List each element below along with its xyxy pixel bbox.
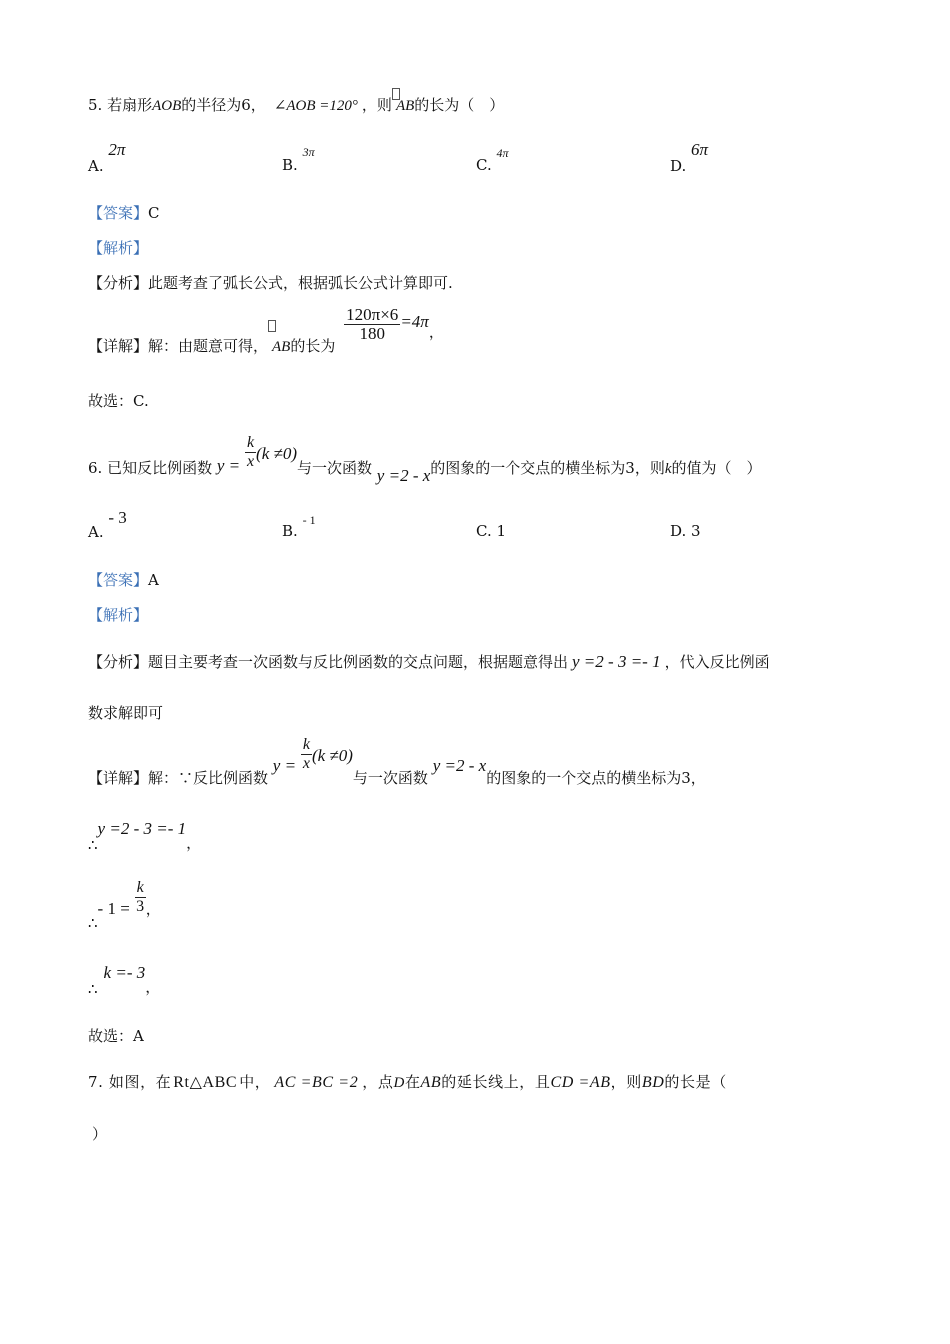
q6-step3-eq: k =- 3 (103, 963, 146, 982)
therefore-icon: ∴ (88, 836, 98, 854)
q5-analysis-tag: 【解析】 (88, 239, 149, 257)
q6-step3-end: ， (145, 978, 161, 996)
q6-analysis-tag: 【解析】 (88, 606, 149, 624)
q5-option-d[interactable] (670, 140, 709, 175)
q6-detail (88, 736, 706, 787)
q6-fn-y: y = (216, 455, 241, 475)
q6-detail-fn-den: x (302, 755, 310, 772)
option-value: 2π (108, 140, 126, 159)
q7-bd: BD (641, 1074, 665, 1091)
q7-rt-triangle: Rt△ABC (173, 1074, 238, 1091)
q6-step2-end: ， (145, 899, 161, 918)
option-label: D. (670, 522, 687, 540)
q7-ab: AB (420, 1074, 442, 1091)
q6-fn-cond: (k ≠0) (256, 443, 297, 463)
q6-option-c[interactable] (476, 522, 506, 540)
q7-eq1: AC =BC =2 (274, 1074, 359, 1091)
q7-stem-b: ，点 (362, 1073, 394, 1091)
q7-stem-a: 中， (239, 1073, 271, 1091)
q5-choose: 故选：C. (88, 392, 149, 410)
q5-detail-mid: 的长为 (290, 336, 336, 355)
q5-stem (88, 94, 504, 115)
q6-detail-pre: 【详解】解：∵反比例函数 (88, 768, 269, 787)
q5-fraction (344, 306, 400, 343)
q5-stem-mid: 的半径为6， (181, 96, 266, 114)
answer-tag: 【答案】 (88, 204, 149, 222)
q6-fenxi-post: ，代入反比例函 (664, 653, 770, 671)
q6-detail-fn-num: k (302, 736, 310, 753)
q5-aob: AOB (152, 98, 182, 114)
q6-answer (88, 569, 159, 590)
q5-detail-result: =4π (400, 311, 429, 331)
option-label: A. (88, 523, 104, 541)
q6-option-b[interactable] (282, 510, 316, 540)
q6-detail-linear: y =2 - x (432, 755, 487, 775)
q5-stem-then: ，则 (361, 96, 392, 114)
q6-fn-den: x (246, 453, 255, 470)
q6-step2 (88, 879, 161, 932)
q6-step2-left: - 1 = (97, 898, 130, 918)
q6-k: k (664, 460, 672, 477)
q5-detail-pre: 【详解】解：由题意可得， (88, 336, 269, 355)
q5-arc: AB (395, 98, 415, 114)
q7-stem-f: 的长是（ (664, 1073, 727, 1091)
q6-detail-fn-fraction (301, 736, 312, 773)
option-value: - 1 (302, 513, 316, 527)
q5-fenxi: 【分析】此题考查了弧长公式，根据弧长公式计算即可. (88, 274, 453, 292)
q6-stem-pre: 6. 已知反比例函数 (88, 458, 213, 477)
q5-option-b[interactable] (282, 142, 315, 174)
q6-stem-end: 的值为（ ） (671, 458, 762, 477)
q6-stem-post: 的图象的一个交点的横坐标为3，则 (430, 458, 665, 477)
q5-angle: ∠AOB =120° (273, 98, 358, 114)
q7-stem-pre: 7. 如图，在 (88, 1073, 172, 1091)
q5-stem-pre: 5. 若扇形 (88, 96, 153, 114)
q5-frac-den: 180 (359, 324, 385, 343)
q7-eq2: CD =AB (550, 1074, 611, 1091)
q7-stem-d: 的延长线上，且 (441, 1073, 551, 1091)
answer-tag: 【答案】 (88, 571, 149, 589)
q5-option-c[interactable] (476, 143, 509, 174)
q6-step2-den: 3 (136, 898, 145, 915)
option-value: 6π (691, 140, 709, 159)
option-label: C. (476, 522, 492, 540)
q6-stem (88, 434, 762, 485)
q6-step2-num: k (136, 879, 144, 896)
q6-fenxi-pre: 【分析】题目主要考查一次函数与反比例函数的交点问题，根据题意得出 (88, 653, 569, 671)
q5-detail-comma: ， (428, 322, 444, 341)
q6-linear: y =2 - x (376, 465, 431, 485)
q6-step1-eq: y =2 - 3 =- 1 (97, 819, 187, 838)
q6-fn-fraction (245, 434, 256, 471)
q6-detail-mid: 与一次函数 (352, 768, 428, 787)
q6-step1 (88, 818, 202, 854)
option-value: 1 (496, 522, 507, 540)
q6-detail-fn-cond: (k ≠0) (311, 745, 353, 765)
q5-option-a[interactable] (88, 140, 126, 175)
q6-stem-mid: 与一次函数 (297, 458, 373, 477)
q6-step3 (88, 962, 161, 998)
answer-value: A (148, 571, 159, 589)
q7-point-d: D (393, 1075, 405, 1091)
option-label: A. (88, 157, 104, 175)
arc-symbol-icon (392, 88, 400, 100)
q6-fenxi-line2: 数求解即可 (88, 704, 164, 722)
q7-stem-e: ，则 (610, 1073, 642, 1091)
option-label: B. (282, 522, 298, 540)
option-value: 3 (691, 522, 701, 540)
q5-detail-arc: AB (272, 338, 291, 355)
q6-fenxi (88, 651, 770, 672)
therefore-icon: ∴ (88, 980, 98, 998)
q5-stem-end: 的长为（ ） (414, 96, 505, 114)
q7-stem-c: 在 (404, 1073, 421, 1091)
option-label: B. (282, 156, 298, 174)
q5-detail (88, 305, 444, 355)
arc-symbol-icon (268, 320, 276, 332)
q7-stem-line2: ） (92, 1125, 108, 1143)
q6-choose: 故选：A (88, 1027, 144, 1045)
therefore-icon: ∴ (88, 913, 98, 932)
q6-option-d[interactable] (670, 522, 701, 540)
q6-fn-num: k (246, 434, 255, 451)
option-label: D. (670, 157, 687, 175)
q6-detail-post: 的图象的一个交点的横坐标为3， (486, 768, 706, 787)
q6-detail-fn-y: y = (272, 755, 297, 775)
option-value: - 3 (108, 508, 127, 527)
q6-fenxi-eq: y =2 - 3 =- 1 (572, 652, 661, 671)
q6-step2-fraction (135, 879, 146, 916)
option-value: 3π (302, 145, 315, 159)
answer-value: C (148, 204, 160, 222)
q5-answer (88, 202, 160, 223)
q5-frac-num: 120π×6 (346, 305, 399, 324)
option-label: C. (476, 156, 492, 174)
q7-stem (88, 1071, 727, 1092)
q6-step1-end: ， (186, 834, 202, 852)
q6-option-a[interactable] (88, 508, 127, 541)
option-value: 4π (496, 146, 509, 160)
